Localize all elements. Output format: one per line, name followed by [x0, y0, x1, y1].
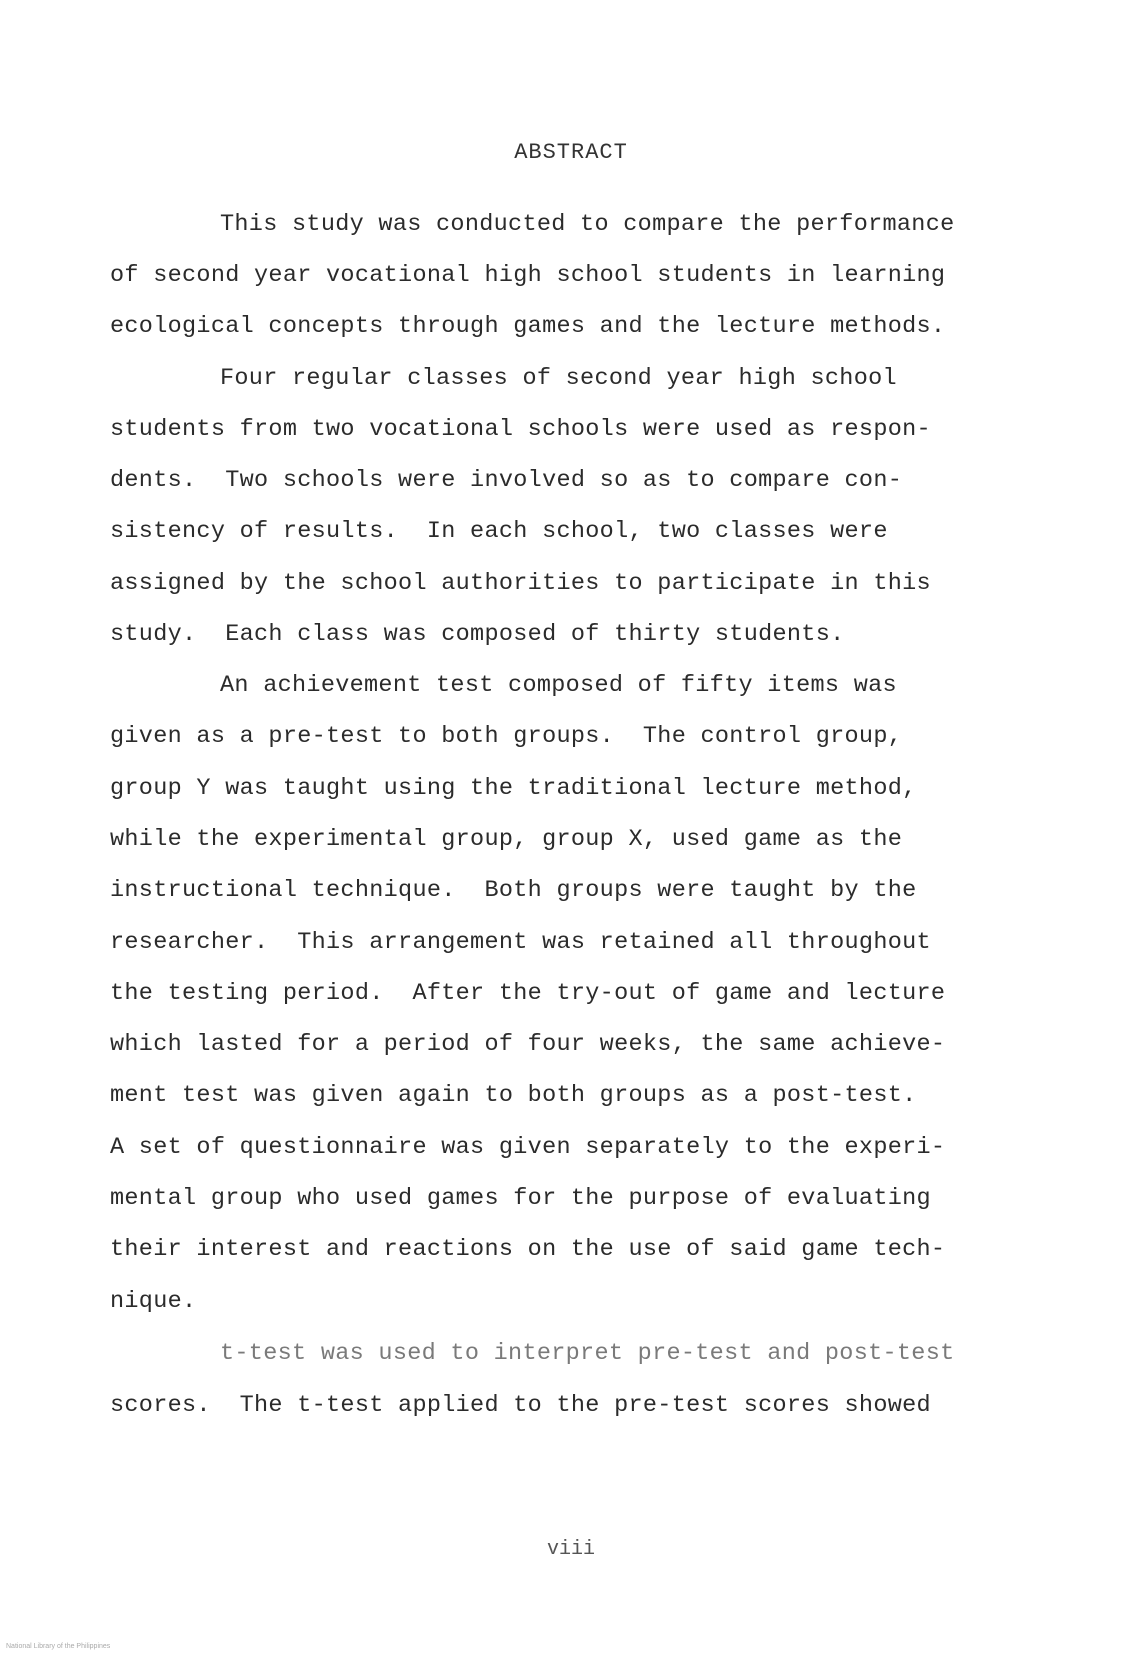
paragraph-3-line-9: ment test was given again to both groups as a post-test.	[110, 1082, 917, 1109]
paragraph-2-line-3: dents. Two schools were involved so as to compare con-	[110, 467, 903, 494]
page-number: viii	[546, 1538, 595, 1561]
paragraph-3-line-6: researcher. This arrangement was retained all throughout	[110, 929, 931, 956]
paragraph-3-line-5: instructional technique. Both groups were taught by the	[110, 877, 917, 904]
paragraph-3-line-8: which lasted for a period of four weeks, the same achieve-	[110, 1031, 946, 1058]
paragraph-1-line-2: of second year vocational high school students in learning	[110, 262, 946, 289]
paragraph-2-line-6: study. Each class was composed of thirty students.	[110, 621, 845, 648]
paragraph-3-line-1: An achievement test composed of fifty items was	[220, 672, 897, 699]
paragraph-2-line-1: Four regular classes of second year high school	[220, 365, 897, 392]
paragraph-3-line-11: mental group who used games for the purpose of evaluating	[110, 1185, 931, 1212]
paragraph-3-line-12: their interest and reactions on the use of said game tech-	[110, 1236, 946, 1263]
paragraph-4-line-1: t-test was used to interpret pre-test and post-test	[220, 1340, 955, 1367]
paragraph-4-line-2: scores. The t-test applied to the pre-test scores showed	[110, 1392, 931, 1419]
paragraph-3-line-3: group Y was taught using the traditional lecture method,	[110, 775, 917, 802]
paragraph-2-line-2: students from two vocational schools were used as respon-	[110, 416, 931, 443]
archive-footer: National Library of the Philippines	[6, 1643, 111, 1650]
paragraph-1-line-1: This study was conducted to compare the performance	[220, 211, 955, 238]
paragraph-1-line-3: ecological concepts through games and the lecture methods.	[110, 313, 946, 340]
paragraph-3-line-4: while the experimental group, group X, used game as the	[110, 826, 903, 853]
paragraph-2-line-4: sistency of results. In each school, two classes were	[110, 518, 888, 545]
abstract-title: ABSTRACT	[514, 140, 628, 165]
paragraph-3-line-2: given as a pre-test to both groups. The control group,	[110, 723, 903, 750]
paragraph-3-line-13: nique.	[110, 1288, 197, 1315]
paragraph-2-line-5: assigned by the school authorities to participate in this	[110, 570, 931, 597]
paragraph-3-line-7: the testing period. After the try-out of game and lecture	[110, 980, 946, 1007]
paragraph-3-line-10: A set of questionnaire was given separately to the experi-	[110, 1134, 946, 1161]
